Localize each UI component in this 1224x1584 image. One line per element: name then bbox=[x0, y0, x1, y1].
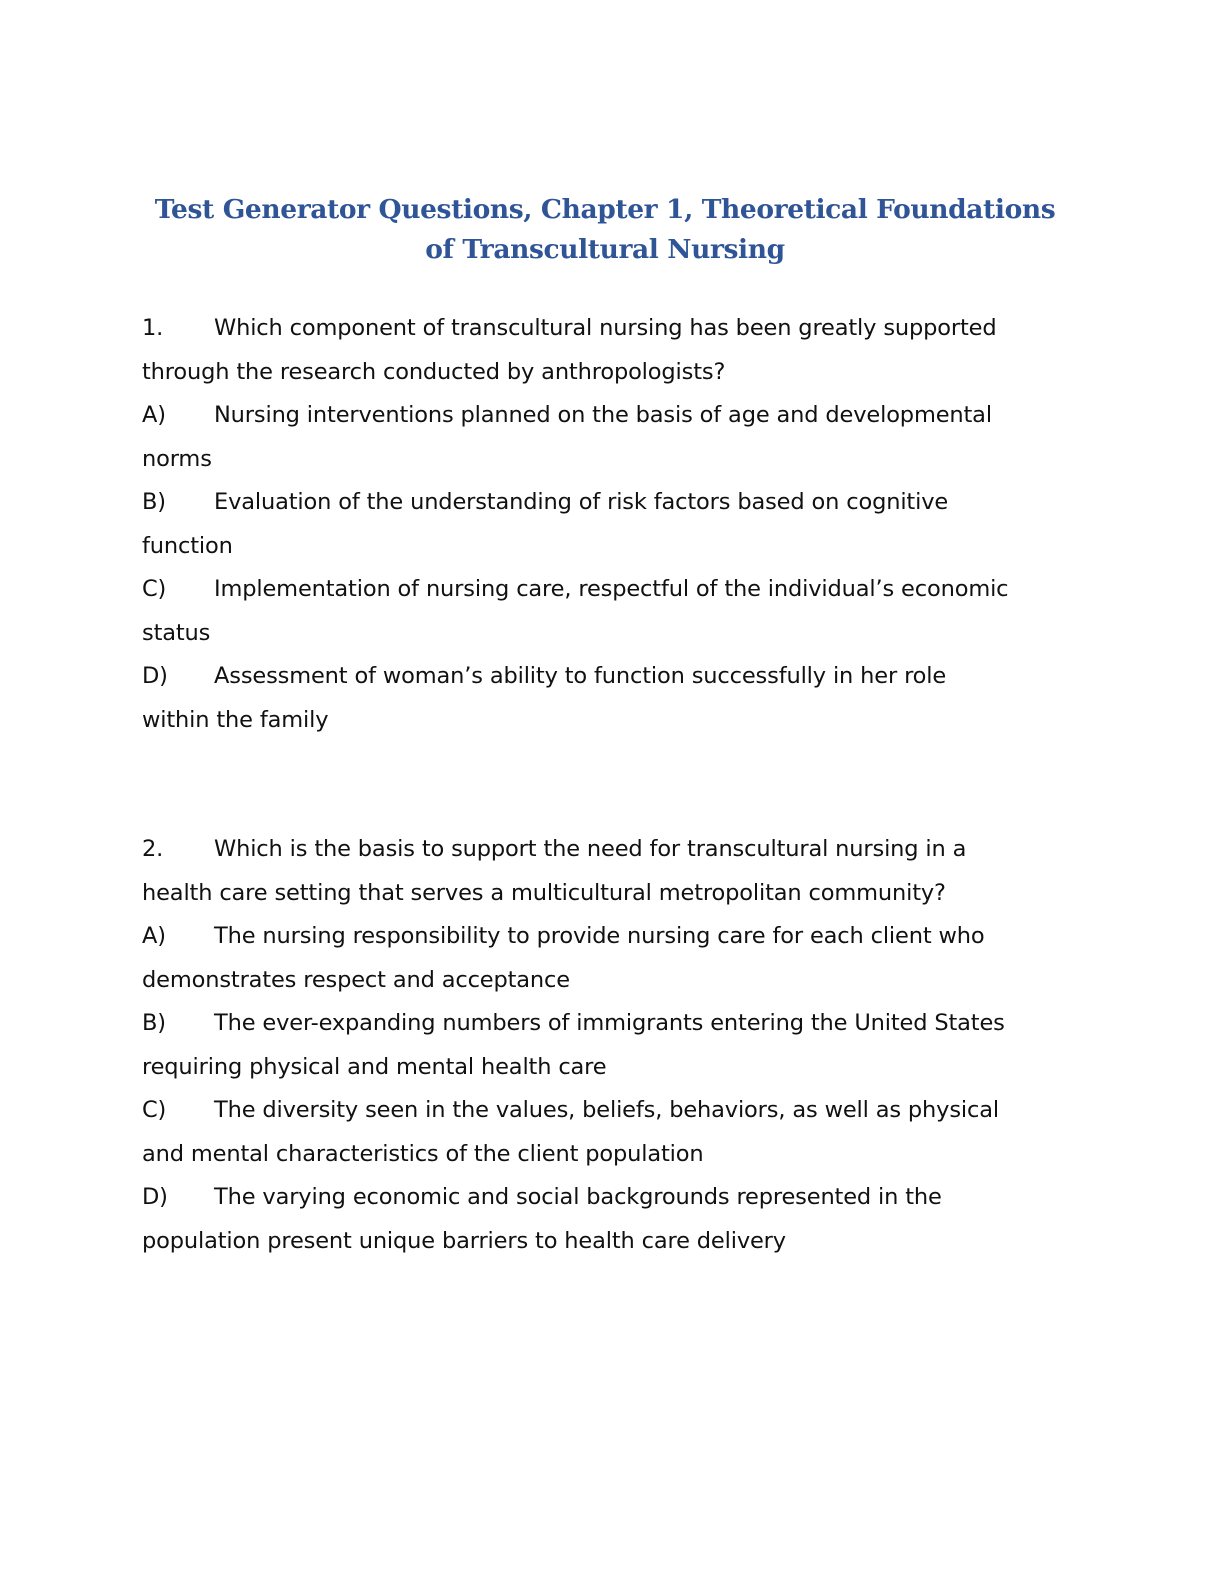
question-stem bbox=[142, 307, 1082, 394]
option-d bbox=[142, 655, 1082, 742]
title-line-2: of Transcultural Nursing bbox=[425, 234, 785, 265]
option-a bbox=[142, 394, 1082, 481]
option-marker: C) bbox=[142, 576, 167, 602]
option-line: function bbox=[142, 532, 233, 559]
option-marker: B) bbox=[142, 1010, 166, 1036]
option-text: The diversity seen in the values, beliefs, behaviors, as well as physical bbox=[214, 1097, 999, 1123]
option-marker: A) bbox=[142, 923, 166, 949]
question-1 bbox=[142, 307, 1082, 742]
option-line bbox=[142, 915, 1082, 959]
stem-line bbox=[142, 828, 1082, 872]
question-number: 2. bbox=[142, 836, 164, 862]
option-text: The nursing responsibility to provide nursing care for each client who bbox=[214, 923, 985, 949]
option-b bbox=[142, 1002, 1082, 1089]
option-line bbox=[142, 394, 1082, 438]
option-d bbox=[142, 1176, 1082, 1263]
option-line bbox=[142, 655, 1082, 699]
option-line: and mental characteristics of the client population bbox=[142, 1140, 704, 1167]
stem-line bbox=[142, 307, 1082, 351]
document-title bbox=[142, 190, 1068, 270]
option-marker: A) bbox=[142, 402, 166, 428]
option-line: requiring physical and mental health care bbox=[142, 1053, 607, 1080]
option-line: within the family bbox=[142, 706, 329, 733]
option-b bbox=[142, 481, 1082, 568]
option-line bbox=[142, 568, 1082, 612]
option-a bbox=[142, 915, 1082, 1002]
option-text: Implementation of nursing care, respectful of the individual’s economic bbox=[214, 576, 1009, 602]
question-2 bbox=[142, 828, 1082, 1263]
option-text: Evaluation of the understanding of risk factors based on cognitive bbox=[214, 489, 949, 515]
option-line bbox=[142, 1002, 1082, 1046]
option-c bbox=[142, 1089, 1082, 1176]
option-line bbox=[142, 481, 1082, 525]
option-marker: D) bbox=[142, 1184, 168, 1210]
option-line: norms bbox=[142, 445, 212, 472]
option-text: The ever-expanding numbers of immigrants entering the United States bbox=[214, 1010, 1005, 1036]
stem-text: Which is the basis to support the need for transcultural nursing in a bbox=[214, 836, 967, 862]
option-c bbox=[142, 568, 1082, 655]
option-marker: B) bbox=[142, 489, 166, 515]
option-text: Nursing interventions planned on the basis of age and developmental bbox=[214, 402, 992, 428]
title-line-1: Test Generator Questions, Chapter 1, Theoretical Foundations bbox=[154, 194, 1056, 225]
question-number: 1. bbox=[142, 315, 164, 341]
option-line: demonstrates respect and acceptance bbox=[142, 966, 570, 993]
option-text: The varying economic and social backgrounds represented in the bbox=[214, 1184, 942, 1210]
option-marker: C) bbox=[142, 1097, 167, 1123]
question-stem bbox=[142, 828, 1082, 915]
option-line bbox=[142, 1089, 1082, 1133]
option-line: status bbox=[142, 619, 211, 646]
option-marker: D) bbox=[142, 663, 168, 689]
option-line bbox=[142, 1176, 1082, 1220]
stem-text: Which component of transcultural nursing has been greatly supported bbox=[214, 315, 997, 341]
stem-line: health care setting that serves a multicultural metropolitan community? bbox=[142, 879, 946, 906]
option-text: Assessment of woman’s ability to function successfully in her role bbox=[214, 663, 947, 689]
stem-line: through the research conducted by anthropologists? bbox=[142, 358, 726, 385]
option-line: population present unique barriers to health care delivery bbox=[142, 1227, 786, 1254]
